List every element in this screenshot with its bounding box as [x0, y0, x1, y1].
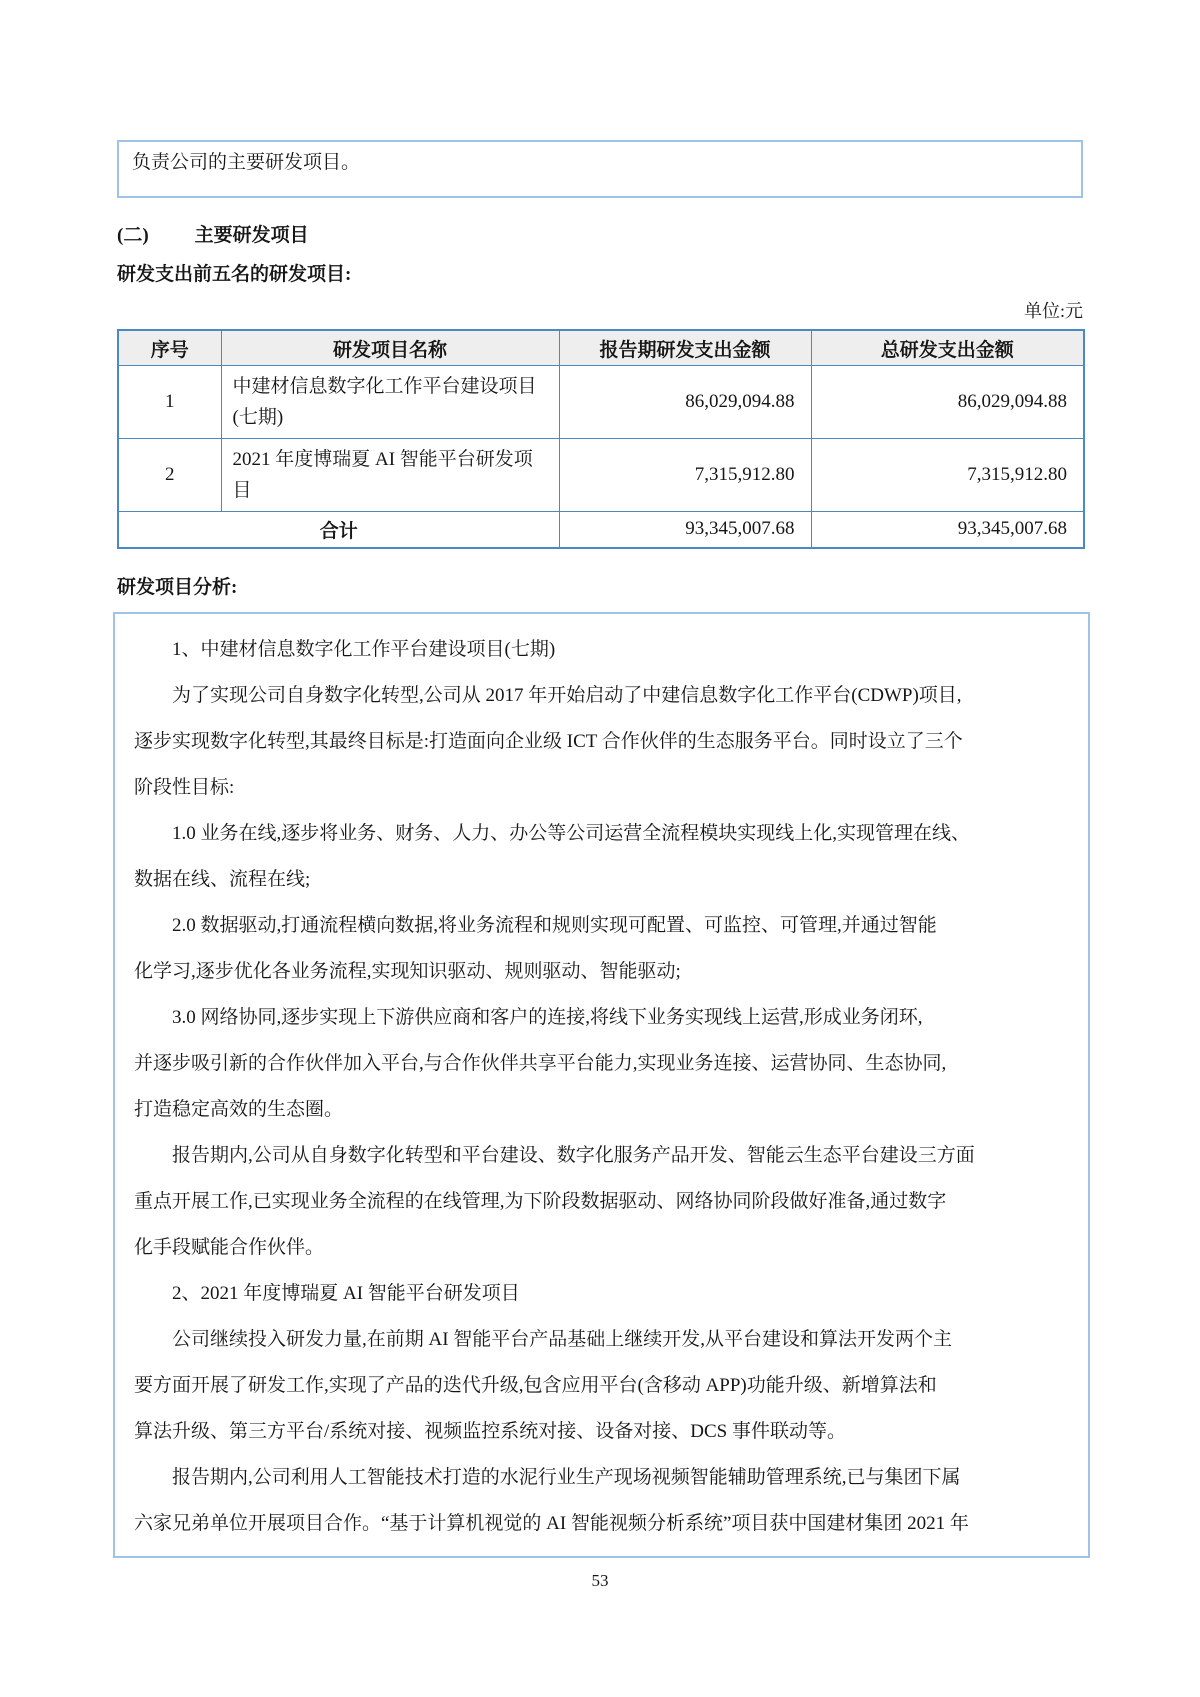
analysis-line: 2、2021 年度博瑞夏 AI 智能平台研发项目: [134, 1282, 520, 1304]
analysis-line: 阶段性目标:: [134, 776, 235, 798]
header-total-amount: 总研发支出金额: [811, 330, 1084, 366]
analysis-line: 数据在线、流程在线;: [134, 868, 311, 890]
analysis-line: 1.0 业务在线,逐步将业务、财务、人力、办公等公司运营全流程模块实现线上化,实现管理在线、: [134, 822, 971, 844]
total-period-amount: 93,345,007.68: [559, 512, 811, 548]
analysis-line: 化学习,逐步优化各业务流程,实现知识驱动、规则驱动、智能驱动;: [134, 960, 681, 982]
analysis-line: 3.0 网络协同,逐步实现上下游供应商和客户的连接,将线下业务实现线上运营,形成业务闭环,: [134, 1006, 923, 1028]
analysis-line: 逐步实现数字化转型,其最终目标是:打造面向企业级 ICT 合作伙伴的生态服务平台。同时设立了三个: [134, 730, 963, 752]
table-header-row: [118, 330, 1084, 366]
row-no: 1: [118, 366, 221, 439]
table-total-row: [118, 512, 1084, 548]
header-no: 序号: [118, 330, 221, 366]
total-label: 合计: [118, 512, 559, 548]
row-total-amount: 7,315,912.80: [811, 439, 1084, 512]
analysis-line: 打造稳定高效的生态圈。: [134, 1098, 344, 1120]
analysis-line: 报告期内,公司利用人工智能技术打造的水泥行业生产现场视频智能辅助管理系统,已与集团下属: [134, 1466, 961, 1488]
section-subtitle: 研发支出前五名的研发项目:: [117, 264, 352, 285]
analysis-line: 重点开展工作,已实现业务全流程的在线管理,为下阶段数据驱动、网络协同阶段做好准备,通过数字: [134, 1190, 947, 1212]
section-title: 主要研发项目: [194, 225, 309, 246]
section-index: (二): [117, 225, 149, 246]
analysis-line: 报告期内,公司从自身数字化转型和平台建设、数字化服务产品开发、智能云生态平台建设三方面: [134, 1144, 975, 1166]
notice-text: 负责公司的主要研发项目。: [132, 152, 361, 173]
row-no: 2: [118, 439, 221, 512]
table-row: [118, 366, 1084, 439]
analysis-line: 六家兄弟单位开展项目合作。“基于计算机视觉的 AI 智能视频分析系统”项目获中国建材集团 2021 年: [134, 1512, 969, 1534]
total-total-amount: 93,345,007.68: [811, 512, 1084, 548]
row-project-name: 中建材信息数字化工作平台建设项目(七期): [221, 366, 559, 439]
row-project-name: 2021 年度博瑞夏 AI 智能平台研发项目: [221, 439, 559, 512]
unit-label: 单位:元: [1023, 301, 1083, 321]
analysis-line: 公司继续投入研发力量,在前期 AI 智能平台产品基础上继续开发,从平台建设和算法开发两个主: [134, 1328, 953, 1350]
notice-box: [117, 140, 1083, 198]
header-project-name: 研发项目名称: [221, 330, 559, 366]
analysis-box: [113, 612, 1090, 1558]
analysis-line: 为了实现公司自身数字化转型,公司从 2017 年开始启动了中建信息数字化工作平台(CDWP)项目,: [134, 684, 962, 706]
page-number: 53: [591, 1570, 609, 1590]
section-heading: [117, 224, 1083, 248]
analysis-line: 2.0 数据驱动,打通流程横向数据,将业务流程和规则实现可配置、可监控、可管理,并通过智能: [134, 914, 937, 936]
analysis-line: 算法升级、第三方平台/系统对接、视频监控系统对接、设备对接、DCS 事件联动等。: [134, 1420, 846, 1442]
row-period-amount: 86,029,094.88: [559, 366, 811, 439]
analysis-line: 化手段赋能合作伙伴。: [134, 1236, 325, 1258]
row-period-amount: 7,315,912.80: [559, 439, 811, 512]
analysis-line: 并逐步吸引新的合作伙伴加入平台,与合作伙伴共享平台能力,实现业务连接、运营协同、生态协同,: [134, 1052, 947, 1074]
rd-expense-table: [117, 329, 1085, 549]
analysis-heading: 研发项目分析:: [117, 576, 238, 598]
analysis-line: 1、中建材信息数字化工作平台建设项目(七期): [134, 638, 556, 660]
analysis-line: 要方面开展了研发工作,实现了产品的迭代升级,包含应用平台(含移动 APP)功能升级、新增算法和: [134, 1374, 937, 1396]
header-period-amount: 报告期研发支出金额: [559, 330, 811, 366]
table-row: [118, 439, 1084, 512]
row-total-amount: 86,029,094.88: [811, 366, 1084, 439]
